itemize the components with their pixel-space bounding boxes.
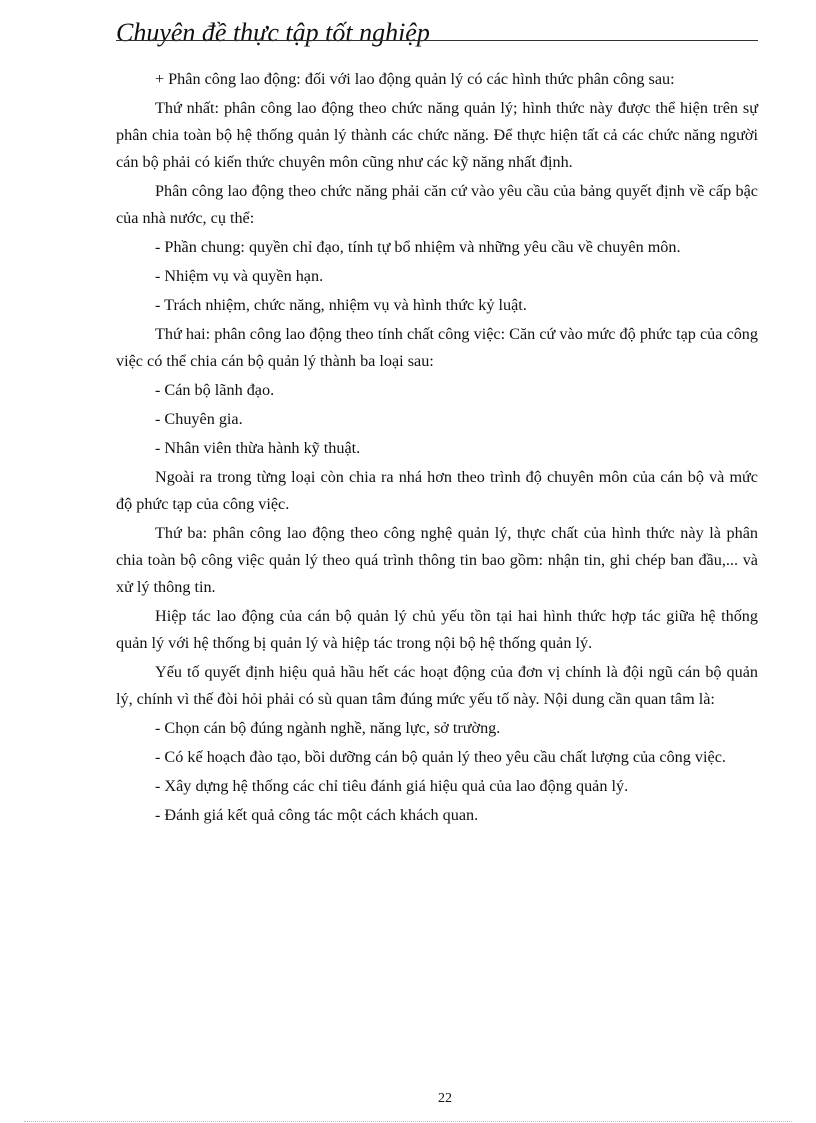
list-item: - Chọn cán bộ đúng ngành nghề, năng lực, sở trường. xyxy=(155,719,501,737)
list-item: - Nhiệm vụ và quyền hạn. xyxy=(155,267,324,285)
list-item: - Xây dựng hệ thống các chỉ tiêu đánh giá hiệu quả của lao động quản lý. xyxy=(155,777,629,795)
paragraph: + Phân công lao động: đối với lao động quản lý có các hình thức phân công sau: xyxy=(155,70,675,88)
list-item: - Chuyên gia. xyxy=(155,410,243,428)
page-number: 22 xyxy=(438,1091,452,1106)
list-item: - Phần chung: quyền chỉ đạo, tính tự bổ nhiệm và những yêu cầu về chuyên môn. xyxy=(155,238,681,256)
list-item: - Nhân viên thừa hành kỹ thuật. xyxy=(155,439,361,457)
paragraph: Ngoài ra trong từng loại còn chia ra nhá hơn theo trình độ chuyên môn của cán bộ và mức độ phức tạp của công việc. xyxy=(116,468,758,513)
list-item: - Có kế hoạch đào tạo, bồi dưỡng cán bộ quản lý theo yêu cầu chất lượng của công việc. xyxy=(155,748,726,766)
list-item: - Cán bộ lãnh đạo. xyxy=(155,381,275,399)
paragraph: Thứ ba: phân công lao động theo công nghệ quản lý, thực chất của hình thức này là phân chia toàn bộ công việc quản lý theo quá trình thông tin bao gồm: nhận tin, ghi chép ban đầu,... và xử lý thông tin. xyxy=(116,524,758,596)
footer-divider xyxy=(24,1121,792,1122)
list-item: - Đánh giá kết quả công tác một cách khách quan. xyxy=(155,806,479,824)
paragraph: Phân công lao động theo chức năng phải căn cứ vào yêu cầu của bảng quyết định về cấp bậc của nhà nước, cụ thể: xyxy=(116,182,758,227)
paragraph: Yếu tố quyết định hiệu quả hầu hết các hoạt động của đơn vị chính là đội ngũ cán bộ quản lý, chính vì thế đòi hỏi phải có sù quan tâm đúng mức yếu tố này. Nội dung cần quan tâm là: xyxy=(116,663,758,708)
paragraph: Thứ nhất: phân công lao động theo chức năng quản lý; hình thức này được thể hiện trên sự phân chia toàn bộ hệ thống quản lý thành các chức năng. Để thực hiện tất cả các chức năng người cán bộ phải có kiến thức chuyên môn cũng như các kỹ năng nhất định. xyxy=(116,99,758,171)
paragraph: Hiệp tác lao động của cán bộ quản lý chủ yếu tồn tại hai hình thức hợp tác giữa hệ thống quản lý với hệ thống bị quản lý và hiệp tác trong nội bộ hệ thống quản lý. xyxy=(116,607,758,652)
paragraph: Thứ hai: phân công lao động theo tính chất công việc: Căn cứ vào mức độ phức tạp của công việc có thể chia cán bộ quản lý thành ba loại sau: xyxy=(116,325,758,370)
list-item: - Trách nhiệm, chức năng, nhiệm vụ và hình thức kỷ luật. xyxy=(155,296,527,314)
header-divider xyxy=(116,40,758,41)
document-body xyxy=(116,66,758,831)
header-title: Chuyên đề thực tập tốt nghiệp xyxy=(116,18,430,47)
